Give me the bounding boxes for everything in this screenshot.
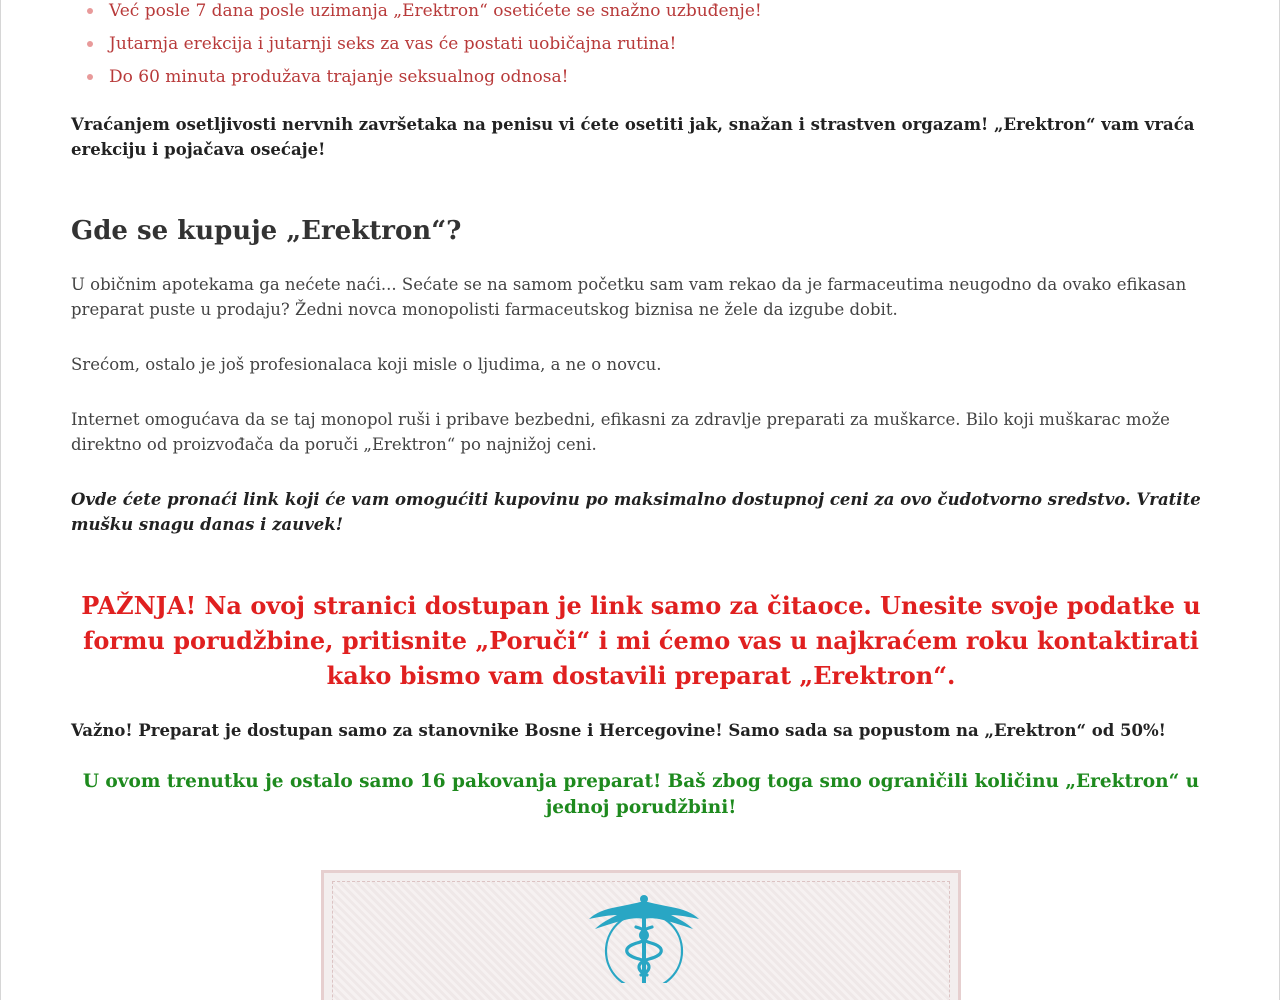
section-heading: Gde se kupuje „Erektron“? (71, 216, 462, 246)
benefits-list (87, 0, 1187, 97)
bullet-icon (87, 8, 93, 14)
stock-notice: U ovom trenutku je ostalo samo 16 pakovanja preparat! Baš zbog toga smo ograničili količinu „Erektron“ u jednoj porudžbini! (82, 771, 1200, 818)
internet-paragraph: Internet omogućava da se taj monopol ruši i pribave bezbedni, efikasni za zdravlje preparati za muškarce. Bilo koji muškarac može direktno od proizvođača da poruči „Erektron“ po najnižoj ceni. (71, 410, 1170, 454)
list-item (87, 31, 1187, 64)
benefit-text: Do 60 minuta produžava trajanje seksualnog odnosa! (109, 67, 569, 87)
list-item (87, 64, 1187, 97)
pharmacies-paragraph: U običnim apotekama ga nećete naći... Sećate se na samom početku sam vam rekao da je farmaceutima neugodno da ovako efikasan preparat puste u prodaju? Žedni novca monopolisti farmaceutskog biznisa ne žele da izgube dobit. (71, 275, 1187, 319)
benefit-text: Jutarnja erekcija i jutarnji seks za vas će postati uobičajna rutina! (109, 34, 677, 54)
bullet-icon (87, 41, 93, 47)
important-notice: Važno! Preparat je dostupan samo za stanovnike Bosne i Hercegovine! Samo sada sa popustom na „Erektron“ od 50%! (71, 721, 1166, 740)
sensitivity-paragraph: Vraćanjem osetljivosti nervnih završetaka na penisu vi ćete osetiti jak, snažan i strastven orgazam! „Erektron“ vam vraća erekciju i pojačava osećaje! (71, 115, 1195, 159)
certificate-image (321, 870, 961, 1000)
benefit-text: Već posle 7 dana posle uzimanja „Erektron“ osetićete se snažno uzbuđenje! (109, 1, 762, 21)
list-item (87, 0, 1187, 31)
luckily-paragraph: Srećom, ostalo je još profesionalaca koji misle o ljudima, a ne o novcu. (71, 355, 662, 374)
caduceus-icon (589, 893, 699, 983)
attention-notice: PAŽNJA! Na ovoj stranici dostupan je link samo za čitaoce. Unesite svoje podatke u formu porudžbine, pritisnite „Poruči“ i mi ćemo vas u najkraćem roku kontaktirati kako bismo vam dostavili preparat „Erektron“. (81, 591, 1201, 690)
link-paragraph: Ovde ćete pronaći link koji će vam omogućiti kupovinu po maksimalno dostupnoj ceni za ovo čudotvorno sredstvo. Vratite mušku snagu danas i zauvek! (71, 490, 1201, 534)
bullet-icon (87, 74, 93, 80)
